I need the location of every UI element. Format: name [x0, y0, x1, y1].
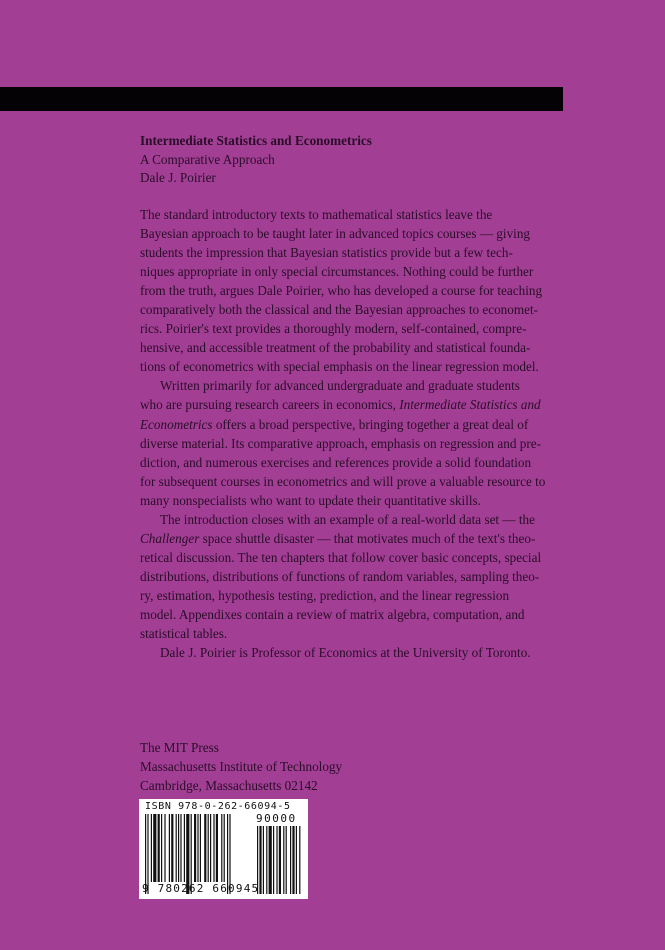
description-line: rics. Poirier's text provides a thoroughly modern, self-contained, compre- — [140, 321, 527, 337]
price-code: 90000 — [256, 812, 297, 825]
addon-bar — [292, 826, 294, 894]
addon-bar — [273, 826, 274, 894]
barcode-bar — [176, 814, 177, 882]
book-author: Dale J. Poirier — [140, 170, 216, 186]
description-line: diverse material. Its comparative approach, emphasis on regression and pre- — [140, 435, 541, 451]
addon-bar — [283, 826, 284, 894]
barcode-bar — [178, 814, 179, 882]
publisher-address: Cambridge, Massachusetts 02142 — [140, 777, 318, 793]
description-line: hensive, and accessible treatment of the probability and statistical founda- — [140, 340, 531, 356]
description-line — [140, 395, 570, 414]
addon-bar — [266, 826, 267, 894]
description-line: statistical tables. — [140, 626, 228, 642]
addon-bar — [279, 826, 281, 894]
addon-bar — [299, 826, 300, 894]
description-line: diction, and numerous exercises and references provide a solid foundation — [140, 454, 532, 470]
description-line: model. Appendixes contain a review of matrix algebra, computation, and — [140, 606, 525, 622]
book-title-italic: Intermediate Statistics and — [399, 397, 541, 413]
description-line: The introduction closes with an example of a real-world data set — the — [160, 511, 535, 527]
description-line: from the truth, argues Dale Poirier, who has developed a course for teaching — [140, 283, 543, 299]
book-title-italic: Econometrics — [140, 416, 213, 432]
description-line: The standard introductory texts to mathematical statistics leave the — [140, 207, 493, 222]
addon-bar — [269, 826, 272, 894]
description-line: ry, estimation, hypothesis testing, prediction, and the linear regression — [140, 587, 510, 603]
barcode-bar — [210, 814, 211, 882]
barcode-bar — [171, 814, 173, 882]
barcode-bar — [161, 814, 162, 882]
barcode-bar — [204, 814, 206, 882]
description-line: retical discussion. The ten chapters that follow cover basic concepts, special — [140, 549, 542, 565]
book-subtitle: A Comparative Approach — [140, 151, 275, 167]
challenger-italic: Challenger — [140, 530, 200, 546]
author-bio: Dale J. Poirier is Professor of Economics at the University of Toronto. — [160, 645, 531, 661]
addon-bar — [290, 826, 291, 894]
isbn-barcode — [139, 799, 308, 899]
addon-bar — [263, 826, 264, 894]
barcode-bar — [151, 814, 152, 882]
description-text: space shuttle disaster — that motivates much of the text's theo- — [199, 530, 536, 546]
barcode-bar — [197, 814, 198, 882]
description-line: for subsequent courses in econometrics and will prove a valuable resource to — [140, 473, 546, 489]
publisher-institution: Massachusetts Institute of Technology — [140, 758, 343, 774]
description-line: niques appropriate in only special circumstances. Nothing could be further — [140, 264, 534, 280]
barcode-bar — [184, 814, 185, 882]
isbn-text: ISBN 978-0-262-66094-5 — [145, 801, 291, 812]
top-black-bar — [0, 87, 563, 111]
description-line: tions of econometrics with special emphasis on the linear regression model. — [140, 359, 539, 375]
publisher-name: The MIT Press — [140, 740, 219, 755]
description-line — [140, 415, 570, 434]
description-line: Written primarily for advanced undergraduate and graduate students — [160, 378, 520, 394]
barcode-bar — [224, 814, 225, 882]
barcode-bar — [213, 814, 214, 882]
description-line — [140, 529, 570, 548]
addon-bar — [259, 826, 261, 894]
barcode-bar — [200, 814, 201, 882]
description-text: offers a broad perspective, bringing together a great deal of — [212, 416, 529, 432]
barcode-bar — [208, 814, 209, 882]
barcode-bar — [169, 814, 170, 882]
book-header — [140, 132, 372, 188]
description-line: many nonspecialists who want to update their quantitative skills. — [140, 492, 481, 508]
description-line: distributions, distributions of functions of random variables, sampling theo- — [140, 568, 540, 584]
book-description — [140, 205, 570, 662]
description-line: Bayesian approach to be taught later in advanced topics courses — giving — [140, 226, 531, 242]
description-line: students the impression that Bayesian statistics provide but a few tech- — [140, 245, 513, 261]
book-title: Intermediate Statistics and Econometrics — [140, 133, 372, 148]
description-text: who are pursuing research careers in economics, — [140, 397, 400, 413]
addon-bar — [296, 826, 297, 894]
barcode-bar — [216, 814, 218, 882]
barcode-bar — [158, 814, 160, 882]
addon-bar — [286, 826, 287, 894]
ean-number: 9 780262 660945 — [142, 882, 260, 895]
barcode-bar — [180, 814, 181, 882]
barcode-bar — [194, 814, 196, 882]
publisher-info — [140, 739, 342, 795]
addon-bar — [276, 826, 277, 894]
barcode-bar — [153, 814, 156, 882]
description-line: comparatively both the classical and the Bayesian approaches to economet- — [140, 302, 539, 318]
barcode-bar — [221, 814, 222, 882]
barcode-bar — [164, 814, 165, 882]
